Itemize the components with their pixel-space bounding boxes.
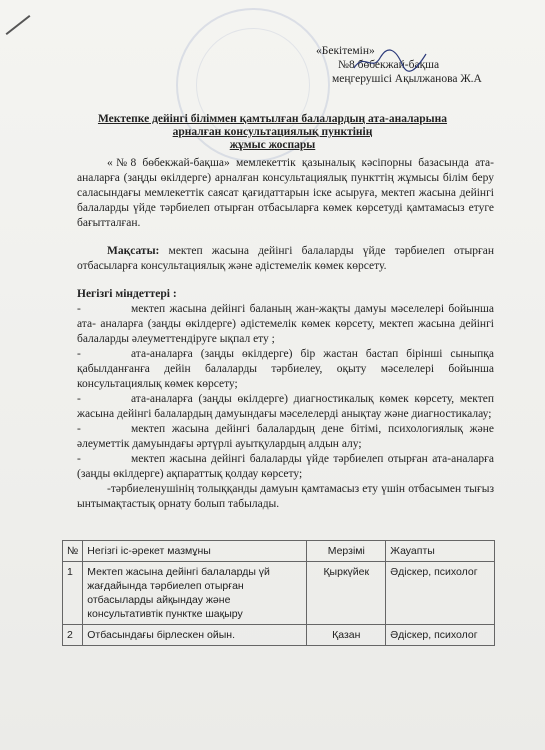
task-text: мектеп жасына дейінгі балаларды үйде тәрбиелеп отырған ата-аналарға (заңды өкілдерге) ақпараттық қолдау көрсету; [77,453,494,480]
document-title [60,113,485,152]
cell-period: Қыркүйек [307,562,386,625]
task-text: мектеп жасына дейінгі балалардың дене бітімі, психологиялық және әлеуметтік дамуындағы әртүрлі ауытқулардың алдын алу; [77,423,494,450]
tasks-label: Негізгі міндеттері : [77,288,177,300]
document-body [77,156,494,512]
cell-activity: Отбасындағы бірлескен ойын. [83,625,307,646]
task-dash: - [77,348,81,360]
task-item [77,452,494,482]
task-text: ата-аналарға (заңды өкілдерге) бір жастан бастап бірінші сыныпқа қабылданғанға дейін балаларды тәрбиелеу, оқыту мәселелері бойынша консультациялық көмек көрсету; [77,348,494,390]
table-header-row [63,541,495,562]
approval-line-2: №8 бөбекжай-бақша [338,59,440,71]
header-activity: Негізгі іс-әрекет мазмұны [83,541,307,562]
task-item [77,422,494,452]
cell-number: 2 [63,625,83,646]
task-text: -тәрбиеленушінің толыққанды дамуын қамтамасыз ету үшін отбасымен тығыз ынтымақтастық орнату болып табылады. [77,483,494,510]
signature [350,46,430,76]
task-text: ата-аналарға (заңды өкілдерге) диагностикалық көмек көрсету, мектеп жасына дейінгі балалардың дамуындағы мәселелерді анықтау және диагностикалау; [77,393,494,420]
table-row [63,625,495,646]
approval-line-3: меңгерушісі Ақылжанова Ж.А [332,73,482,85]
goal-paragraph [77,244,494,274]
task-dash: - [77,393,81,405]
task-item [77,302,494,347]
cell-number: 1 [63,562,83,625]
title-line-3: жұмыс жоспары [229,139,316,151]
cell-period: Қазан [307,625,386,646]
header-period: Мерзімі [307,541,386,562]
task-text: мектеп жасына дейінгі баланың жан-жақты дамуы мәселелері бойынша ата- аналарға (заңды өкілдерге) әдістемелік көмек көрсету, мектеп жасына дейінгі балаларды әлеуметтендіруге ықпал ету ; [77,303,494,345]
work-plan-table [62,540,495,646]
task-dash: - [77,453,81,465]
header-responsible: Жауапты [386,541,495,562]
task-item [77,482,494,512]
task-dash: - [77,303,81,315]
intro-paragraph: «№8 бөбекжай-бақша» мемлекеттік қазыналық кәсіпорны базасында ата-аналарға (заңды өкілдерге) арналған консультациялық пункттің жұмысы білім беру саласындағы мемлекеттік саясат қағидаттарын іске асыруға, мектеп жасына дейінгі балаларды үйде тәрбиелеп отырған отбасыларға көмек көрсетуді қамтамасыз етуге бағытталған. [77,157,494,229]
task-item [77,392,494,422]
title-line-2: арналған консультациялық пунктінің [172,126,373,138]
pen-mark [6,15,31,35]
task-dash: - [77,423,81,435]
cell-activity: Мектеп жасына дейінгі балаларды үй жағдайында тәрбиелеп отырған отбасыларды айқындау және консультативтік пунктке шақыру [83,562,307,625]
cell-responsible: Әдіскер, психолог [386,625,495,646]
approval-line-1: «Бекітемін» [316,45,375,57]
cell-responsible: Әдіскер, психолог [386,562,495,625]
header-number: № [63,541,83,562]
goal-text: мектеп жасына дейінгі балаларды үйде тәрбиелеп отырған отбасыларға консультациялық және әдістемелік көмек көрсету. [77,245,494,272]
title-line-1: Мектепке дейінгі біліммен қамтылған балалардың ата-аналарына [97,113,448,125]
goal-label: Мақсаты: [107,245,160,257]
task-item [77,347,494,392]
table-row [63,562,495,625]
